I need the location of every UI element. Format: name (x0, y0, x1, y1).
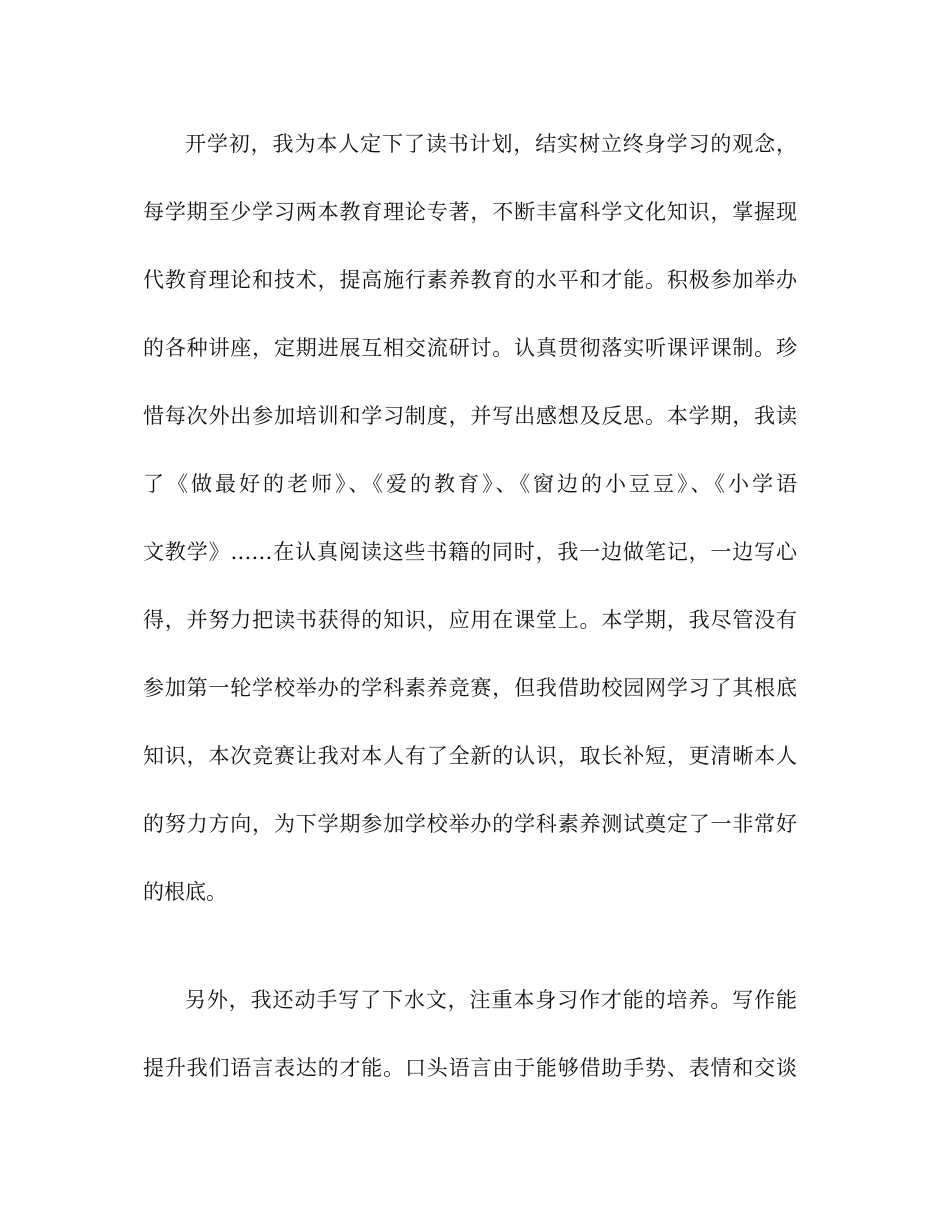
paragraph-line: 的各种讲座，定期进展互相交流研讨。认真贯彻落实听课评课制。珍 (143, 336, 797, 360)
paragraph-line: 的根底。 (143, 880, 227, 904)
paragraph-line: 了《做最好的老师》、《爱的教育》、《窗边的小豆豆》、《小学语 (143, 472, 797, 496)
paragraph-line: 提升我们语言表达的才能。口头语言由于能够借助手势、表情和交谈 (143, 1056, 797, 1080)
paragraph-line: 惜每次外出参加培训和学习制度，并写出感想及反思。本学期，我读 (143, 404, 797, 428)
paragraph-line: 得，并努力把读书获得的知识，应用在课堂上。本学期，我尽管没有 (143, 608, 797, 632)
paragraph-line: 参加第一轮学校举办的学科素养竞赛，但我借助校园网学习了其根底 (143, 676, 797, 700)
paragraph-line: 开学初，我为本人定下了读书计划，结实树立终身学习的观念， (185, 132, 797, 156)
paragraph-line: 另外，我还动手写了下水文，注重本身习作才能的培养。写作能 (185, 988, 797, 1012)
paragraph-line: 每学期至少学习两本教育理论专著，不断丰富科学文化知识，掌握现 (143, 200, 797, 224)
paragraph-line: 代教育理论和技术，提高施行素养教育的水平和才能。积极参加举办 (143, 268, 797, 292)
paragraph-line: 文教学》……在认真阅读这些书籍的同时，我一边做笔记，一边写心 (143, 540, 797, 564)
paragraph-line: 的努力方向，为下学期参加学校举办的学科素养测试奠定了一非常好 (143, 812, 797, 836)
paragraph-line: 知识，本次竞赛让我对本人有了全新的认识，取长补短，更清晰本人 (143, 744, 797, 768)
paragraph-reading-plan (143, 110, 797, 926)
paragraph-writing-practice (143, 966, 797, 1102)
